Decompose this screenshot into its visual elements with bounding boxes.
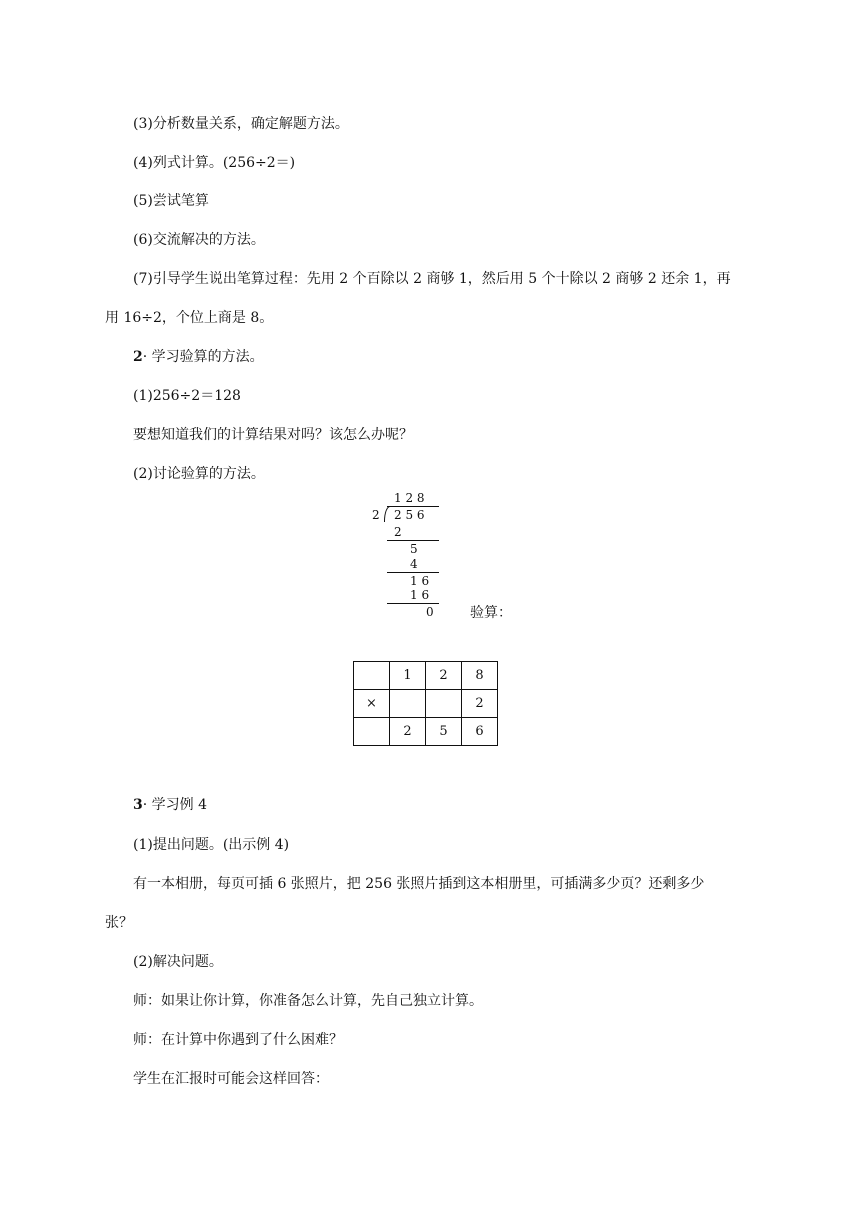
table-cell: × — [354, 690, 390, 718]
paragraph: (7)引导学生说出笔算过程：先用 2 个百除以 2 商够 1，然后用 5 个十除以 2 商够 2 还余 1，再 — [133, 271, 731, 287]
paragraph: (2)讨论验算的方法。 — [133, 466, 265, 482]
check-label: 验算： — [470, 605, 512, 621]
divisor: 2 — [372, 508, 380, 522]
paragraph: 师：在计算中你遇到了什么困难？ — [133, 1032, 343, 1048]
paragraph: 要想知道我们的计算结果对吗？该怎么办呢？ — [133, 427, 413, 443]
division-step: 1 6 — [410, 574, 430, 588]
section-number: 3 — [133, 797, 143, 813]
dividend: 2 5 6 — [394, 508, 425, 522]
paragraph: 张？ — [105, 915, 133, 931]
division-rule — [387, 572, 439, 573]
paragraph: (4)列式计算。(256÷2＝) — [133, 155, 296, 171]
section-title: · 学习例 4 — [142, 797, 208, 813]
table-cell — [354, 662, 390, 690]
table-cell: 5 — [426, 718, 462, 746]
division-step: 2 — [394, 525, 402, 539]
table-cell: 6 — [462, 718, 498, 746]
table-cell: 2 — [426, 662, 462, 690]
section-number: 2 — [133, 349, 143, 365]
section-title: · 学习验算的方法。 — [142, 349, 264, 365]
division-rule — [387, 603, 439, 604]
division-rule — [387, 540, 439, 541]
table-row — [354, 718, 498, 746]
table-cell: 2 — [462, 690, 498, 718]
table-cell — [426, 690, 462, 718]
table-cell — [354, 718, 390, 746]
paragraph: 用 16÷2，个位上商是 8。 — [105, 310, 274, 326]
paragraph: (3)分析数量关系，确定解题方法。 — [133, 116, 349, 132]
verification-table — [353, 661, 498, 746]
table-cell: 8 — [462, 662, 498, 690]
division-step: 4 — [410, 557, 418, 571]
paragraph: (6)交流解决的方法。 — [133, 232, 265, 248]
paragraph: (1)提出问题。(出示例 4) — [133, 837, 290, 853]
table-row — [354, 690, 498, 718]
table-cell: 2 — [390, 718, 426, 746]
long-division — [370, 490, 450, 620]
paragraph: 有一本相册，每页可插 6 张照片，把 256 张照片插到这本相册里，可插满多少页？还剩多少 — [133, 876, 705, 892]
table-cell: 1 — [390, 662, 426, 690]
paragraph: 学生在汇报时可能会这样回答： — [133, 1071, 329, 1087]
table-row — [354, 662, 498, 690]
division-step: 1 6 — [410, 588, 430, 602]
division-bracket — [384, 506, 391, 522]
table-cell — [390, 690, 426, 718]
paragraph: (1)256÷2＝128 — [133, 388, 241, 404]
division-bar — [387, 506, 439, 507]
remainder: 0 — [426, 605, 434, 619]
quotient: 1 2 8 — [394, 491, 425, 505]
paragraph: 师：如果让你计算，你准备怎么计算，先自己独立计算。 — [133, 993, 483, 1009]
paragraph: (2)解决问题。 — [133, 954, 223, 970]
section-heading — [133, 796, 207, 814]
section-heading — [133, 348, 264, 366]
paragraph: (5)尝试笔算 — [133, 193, 209, 209]
division-step: 5 — [410, 542, 418, 556]
